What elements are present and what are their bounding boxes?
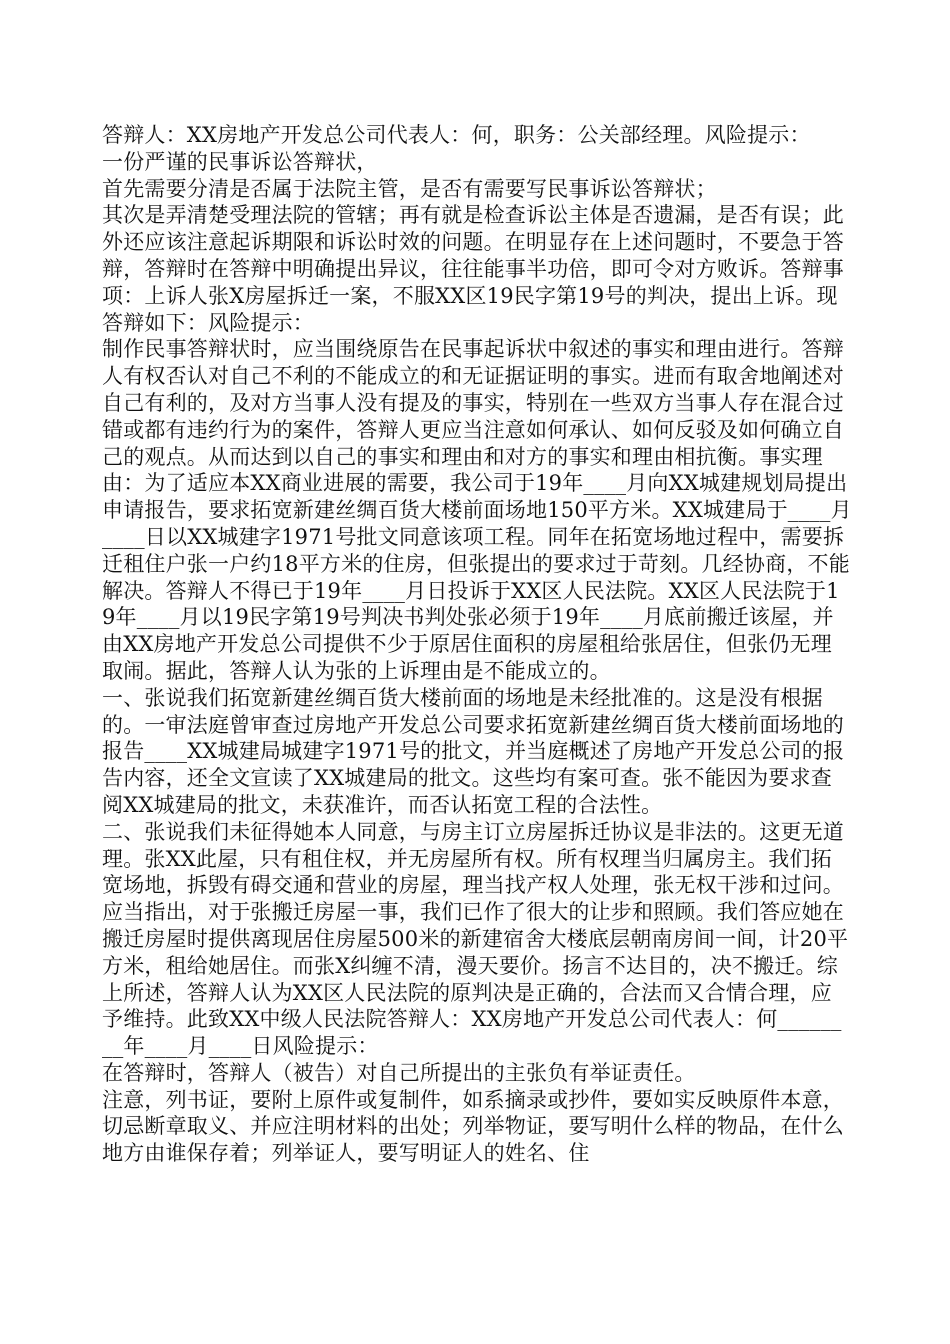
- paragraph-intro: 一份严谨的民事诉讼答辩状，: [102, 149, 378, 174]
- document-body: [102, 122, 852, 1167]
- paragraph-jurisdiction: 首先需要分清是否属于法院主管，是否有需要写民事诉讼答辩状；: [102, 176, 717, 201]
- paragraph-burden-of-proof: 在答辩时，答辩人（被告）对自己所提出的主张负有举证责任。: [102, 1060, 696, 1085]
- paragraph-respondent: 答辩人：XX房地产开发总公司代表人：何，职务：公关部经理。风险提示：: [102, 123, 811, 147]
- paragraph-facts-reasons: 制作民事答辩状时，应当围绕原告在民事起诉状中叙述的事实和理由进行。答辩人有权否认对自己不利的不能成立的和无证据证明的事实。进而有取舍地阐述对自己有利的，及对方当事人没有提及的事实，特别在一些双方当事人存在混合过错或都有违约行为的案件，答辩人更应当注意如何承认、如何反驳及如何确立自己的观点。从而达到以自己的事实和理由和对方的事实和理由相抗衡。事实理由：为了适应本XX商业进展的需要，我公司于19年____月向XX城建规划局提出申请报告，要求拓宽新建丝绸百货大楼前面场地150平方米。XX城建局于____月____日以XX城建字1971号批文同意该项工程。同年在拓宽场地过程中，需要拆迁租住户张一户约18平方米的住房，但张提出的要求过于苛刻。几经协商，不能解决。答辩人不得已于19年____月日投诉于XX区人民法院。XX区人民法院于19年____月以19民字第19号判决书判处张必须于19年____月底前搬迁该屋，并由XX房地产开发总公司提供不少于原居住面积的房屋租给张居住，但张仍无理取闹。据此，答辩人认为张的上诉理由是不能成立的。: [102, 337, 852, 683]
- paragraph-evidence-notes: 注意，列书证，要附上原件或复制件，如系摘录或抄件，要如实反映原件本意，切忌断章取义、并应注明材料的出处；列举物证，要写明什么样的物品，在什么地方由谁保存着；列举证人，要写明证人的姓名、住: [102, 1087, 844, 1166]
- paragraph-answer-items: 其次是弄清楚受理法院的管辖；再有就是检查诉讼主体是否遗漏，是否有误；此外还应该注意起诉期限和诉讼时效的问题。在明显存在上述问题时，不要急于答辩，答辩时在答辩中明确提出异议，往往能事半功倍，即可令对方败诉。答辩事项：上诉人张X房屋拆迁一案，不服XX区19民字第19号的判决，提出上诉。现答辩如下：风险提示：: [102, 203, 844, 335]
- paragraph-point-one: 一、张说我们拓宽新建丝绸百货大楼前面的场地是未经批准的。这是没有根据的。一审法庭曾审查过房地产开发总公司要求拓宽新建丝绸百货大楼前面场地的报告____XX城建局城建字1971号的批文，并当庭概述了房地产开发总公司的报告内容，还全文宣读了XX城建局的批文。这些均有案可查。张不能因为要求查阅XX城建局的批文，未获准许，而否认拓宽工程的合法性。: [102, 685, 845, 817]
- paragraph-point-two: 二、张说我们未征得她本人同意，与房主订立房屋拆迁协议是非法的。这更无道理。张XX此屋，只有租住权，并无房屋所有权。所有权理当归属房主。我们拓宽场地，拆毁有碍交通和营业的房屋，理当找产权人处理，张无权干涉和过问。应当指出，对于张搬迁房屋一事，我们已作了很大的让步和照顾。我们答应她在搬迁房屋时提供离现居住房屋500米的新建宿舍大楼底层朝南房间一间，计20平方米，租给她居住。而张X纠缠不清，漫天要价。扬言不达目的，决不搬迁。综上所述，答辩人认为XX区人民法院的原判决是正确的，合法而又合情合理，应予维持。此致XX中级人民法院答辩人：XX房地产开发总公司代表人：何________年____月____日风险提示：: [102, 819, 849, 1059]
